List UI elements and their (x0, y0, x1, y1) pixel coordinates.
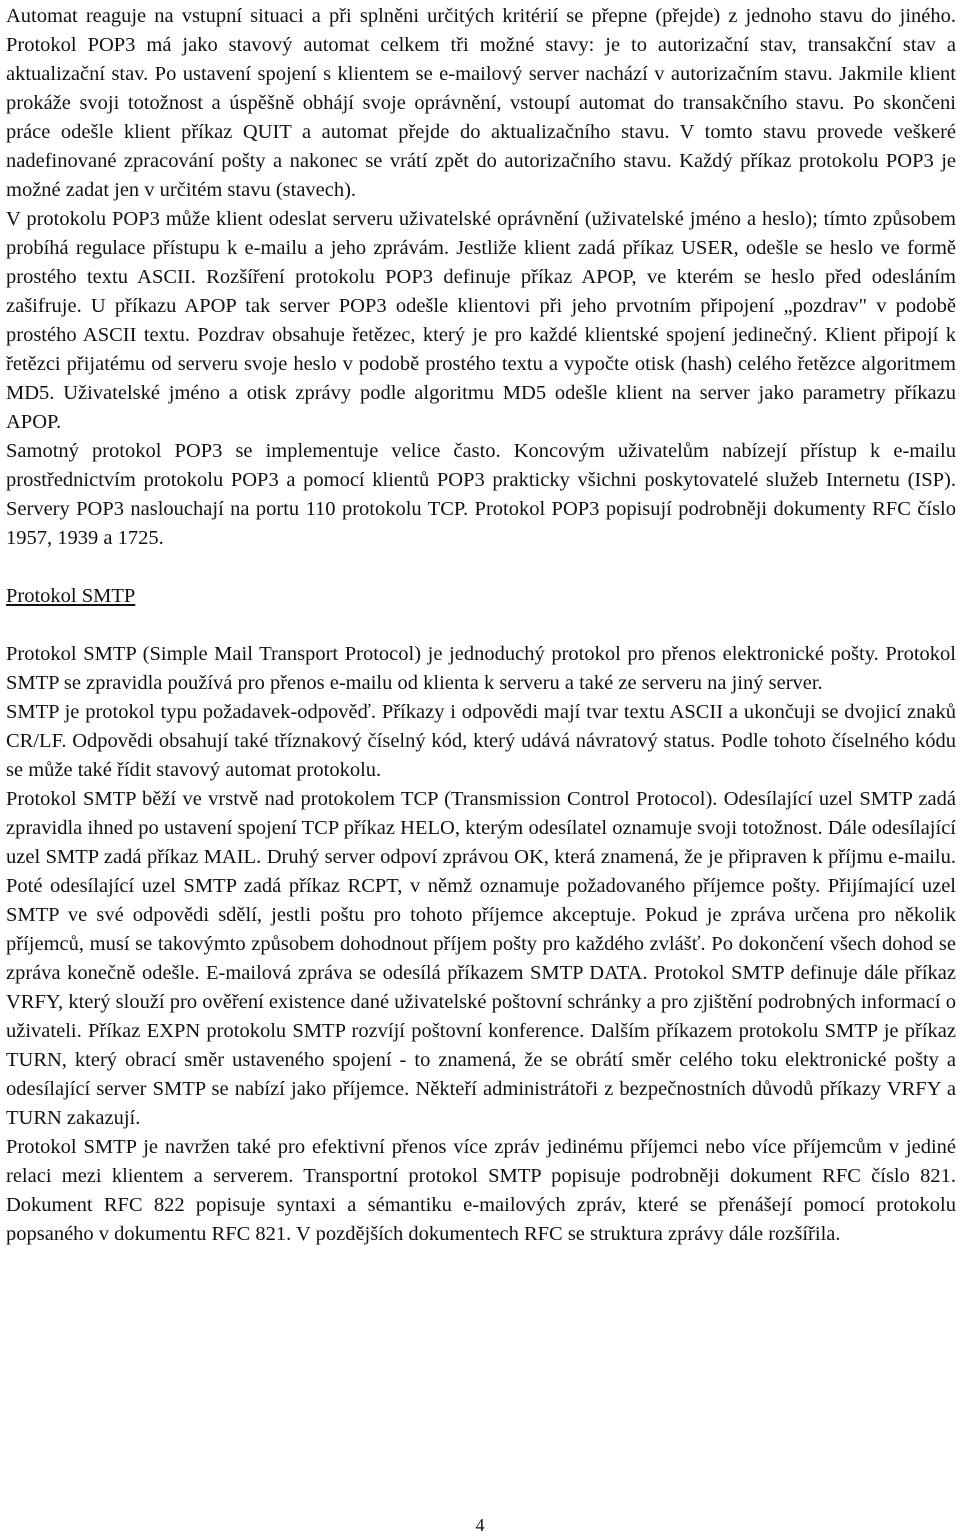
paragraph-smtp-rfc: Protokol SMTP je navržen také pro efektivní přenos více zpráv jedinému příjemci nebo více příjemcům v jediné relaci mezi klientem a serverem. Transportní protokol SMTP popisuje podrobněji dokument RFC číslo 821. Dokument RFC 822 popisuje syntaxi a sémantiku e-mailových zpráv, které se přenášejí pomocí protokolu popsaného v dokumentu RFC 821. V pozdějších dokumentech RFC se struktura zprávy dále rozšířila. (6, 1136, 956, 1245)
page-number: 4 (475, 1515, 485, 1535)
paragraph-pop3-usage: Samotný protokol POP3 se implementuje velice často. Koncovým uživatelům nabízejí přístup k e-mailu prostřednictvím protokolu POP3 a pomocí klientů POP3 prakticky všichni poskytovatelé služeb Internetu (ISP). Servery POP3 naslouchají na portu 110 protokolu TCP. Protokol POP3 popisují podrobněji dokumenty RFC číslo 1957, 1939 a 1725. (6, 440, 956, 549)
paragraph-smtp-request-response: SMTP je protokol typu požadavek-odpověď. Příkazy i odpovědi mají tvar textu ASCII a ukončuji se dvojicí znaků CR/LF. Odpovědi obsahují také tříznakový číselný kód, který udává návratový status. Podle tohoto číselného kódu se může také řídit stavový automat protokolu. (6, 701, 956, 781)
paragraph-pop3-states: Automat reaguje na vstupní situaci a při splněni určitých kritérií se přepne (přejde) z jednoho stavu do jiného. Protokol POP3 má jako stavový automat celkem tři možné stavy: je to autorizační stav, transakční stav a aktualizační stav. Po ustavení spojení s klientem se e-mailový server nachází v autorizačním stavu. Jakmile klient prokáže svoji totožnost a úspěšně obhájí svoje oprávnění, vstoupí automat do transakčního stavu. Po skončeni práce odešle klient příkaz QUIT a automat přejde do aktualizačního stavu. V tomto stavu provede veškeré nadefinované zpracování pošty a nakonec se vrátí zpět do autorizačního stavu. Každý příkaz protokolu POP3 je možné zadat jen v určitém stavu (stavech). (6, 5, 956, 201)
paragraph-pop3-auth: V protokolu POP3 může klient odeslat serveru uživatelské oprávnění (uživatelské jméno a heslo); tímto způsobem probíhá regulace přístupu k e-mailu a jeho zprávám. Jestliže klient zadá příkaz USER, odešle se heslo ve formě prostého textu ASCII. Rozšíření protokolu POP3 definuje příkaz APOP, ve kterém se heslo před odesláním zašifruje. U příkazu APOP tak server POP3 odešle klientovi při jeho prvotním připojení „pozdrav" v podobě prostého ASCII textu. Pozdrav obsahuje řetězec, který je pro každé klientské spojení jedinečný. Klient připojí k řetězci přijatému od serveru svoje heslo v podobě prostého textu a vypočte otisk (hash) celého řetězce algoritmem MD5. Uživatelské jméno a otisk zprávy podle algoritmu MD5 odešle klient na server jako parametry příkazu APOP. (6, 208, 956, 433)
paragraph-smtp-commands: Protokol SMTP běží ve vrstvě nad protokolem TCP (Transmission Control Protocol). Odesílající uzel SMTP zadá zpravidla ihned po ustavení spojení TCP příkaz HELO, kterým odesílatel oznamuje svoji totožnost. Dále odesílající uzel SMTP zadá příkaz MAIL. Druhý server odpoví zprávou OK, která znamená, že je připraven k příjmu e-mailu. Poté odesílající uzel SMTP zadá příkaz RCPT, v němž oznamuje požadovaného příjemce pošty. Přijímající uzel SMTP ve své odpovědi sdělí, jestli poštu pro tohoto příjemce akceptuje. Pokud je zpráva určena pro několik příjemců, musí se takovýmto způsobem dohodnout příjem pošty pro každého zvlášť. Po dokončení všech dohod se zpráva konečně odešle. E-mailová zpráva se odesílá příkazem SMTP DATA. Protokol SMTP definuje dále příkaz VRFY, který slouží pro ověření existence dané uživatelské poštovní schránky a pro zjištění podrobných informací o uživateli. Příkaz EXPN protokolu SMTP rozvíjí poštovní konference. Dalším příkazem protokolu SMTP je příkaz TURN, který obrací směr ustaveného spojení - to znamená, že se obrátí směr celého toku elektronické pošty a odesílající server SMTP se nabízí jako příjemce. Někteří administrátoři z bezpečnostních důvodů příkazy VRFY a TURN zakazují. (6, 788, 956, 1129)
paragraph-smtp-intro: Protokol SMTP (Simple Mail Transport Protocol) je jednoduchý protokol pro přenos elektronické pošty. Protokol SMTP se zpravidla používá pro přenos e-mailu od klienta k serveru a také ze serveru na jiný server. (6, 643, 956, 694)
section-heading-smtp: Protokol SMTP (6, 585, 136, 607)
document-page (6, 2, 956, 1249)
